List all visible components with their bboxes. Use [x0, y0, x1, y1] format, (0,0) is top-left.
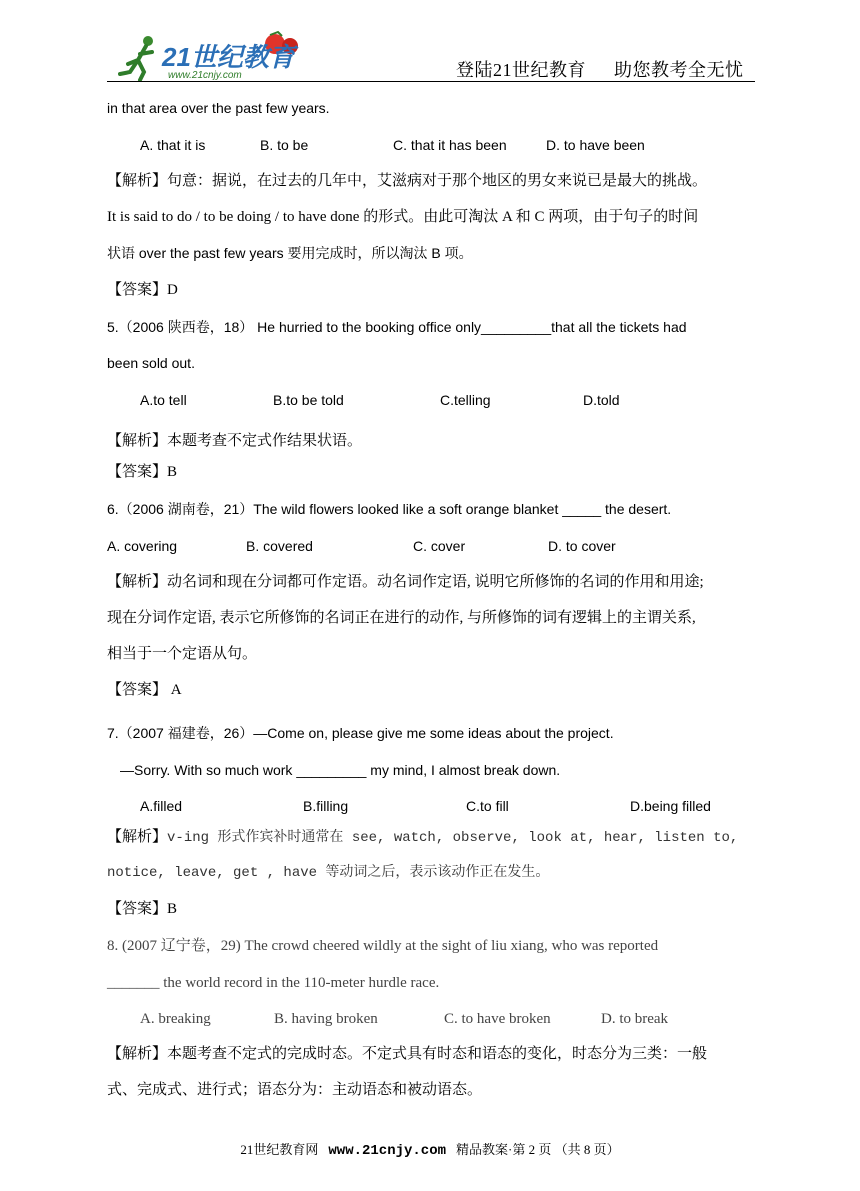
q6-analysis-line3: 相当于一个定语从句。: [107, 646, 258, 662]
q6-analysis-line1: 【解析】动名词和现在分词都可作定语。动名词作定语, 说明它所修饰的名词的作用和用途;: [107, 574, 704, 590]
q7-option-a: A.filled: [140, 798, 183, 814]
q8-analysis-line2: 式、完成式、进行式；语态分为：主动语态和被动语态。: [107, 1082, 483, 1098]
footer-site: 21世纪教育网: [240, 1142, 319, 1157]
q7-analysis-text1: v-ing 形式作宾补时通常在 see, watch, observe, look at, hear, listen to,: [167, 830, 739, 846]
site-logo: [110, 30, 310, 82]
q7-option-d: D.being filled: [630, 798, 711, 814]
q4-option-c: C. that it has been: [393, 137, 507, 153]
q7-answer: 【答案】B: [107, 901, 178, 917]
q5-option-c: C.telling: [440, 392, 491, 408]
q4-option-d: D. to have been: [546, 137, 645, 153]
footer-page-info: 精品教案·第 2 页 （共 8 页）: [456, 1142, 620, 1157]
q5-analysis: 【解析】本题考查不定式作结果状语。: [107, 433, 363, 449]
footer-url: www.21cnjy.com: [328, 1143, 447, 1159]
q6-option-b: B. covered: [246, 538, 313, 554]
q4-option-b: B. to be: [260, 137, 309, 153]
q5-answer: 【答案】B: [107, 464, 178, 480]
q7-analysis-label: 【解析】: [107, 829, 168, 845]
q7-analysis-line2: notice, leave, get , have 等动词之后，表示该动作正在发生。: [107, 865, 550, 881]
q5-stem-line1: 5.（2006 陕西卷，18） He hurried to the booking office only_________that all the tickets had: [107, 319, 687, 335]
q5-option-d: D.told: [583, 392, 620, 408]
header-title-right: 助您教考全无忧: [614, 60, 744, 80]
q5-stem-line2: been sold out.: [107, 355, 195, 371]
q7-option-c: C.to fill: [466, 798, 509, 814]
q7-stem-line2: —Sorry. With so much work _________ my mind, I almost break down.: [120, 762, 561, 778]
svg-text:www.21cnjy.com: www.21cnjy.com: [168, 70, 242, 81]
header-rule: [107, 81, 755, 82]
q8-option-d: D. to break: [601, 1011, 669, 1027]
q4-analysis-line1: 【解析】句意：据说，在过去的几年中，艾滋病对于那个地区的男女来说已是最大的挑战。: [107, 173, 708, 189]
q4-stem-cont: in that area over the past few years.: [107, 100, 330, 116]
q5-option-b: B.to be told: [273, 392, 344, 408]
header-slogan: [456, 56, 744, 82]
q6-option-d: D. to cover: [548, 538, 616, 554]
q8-option-c: C. to have broken: [444, 1011, 551, 1027]
q4-analysis-line2: It is said to do / to be doing / to have done 的形式。由此可淘汰 A 和 C 两项，由于句子的时间: [107, 209, 699, 225]
q4-option-a: A. that it is: [140, 137, 206, 153]
q7-option-b: B.filling: [303, 798, 349, 814]
q6-analysis-line2: 现在分词作定语, 表示它所修饰的名词正在进行的动作, 与所修饰的词有逻辑上的主谓关系,: [107, 610, 696, 626]
page-footer: [0, 1139, 860, 1159]
q8-option-b: B. having broken: [274, 1011, 378, 1027]
q8-option-a: A. breaking: [140, 1011, 211, 1027]
q8-stem-line1: 8. (2007 辽宁卷，29) The crowd cheered wildly at the sight of liu xiang, who was reported: [107, 938, 659, 954]
q4-analysis-line3: 状语 over the past few years 要用完成时，所以淘汰 B 项。: [107, 245, 473, 261]
q6-stem: 6.（2006 湖南卷，21）The wild flowers looked like a soft orange blanket _____ the desert.: [107, 501, 672, 517]
q8-analysis-line1: 【解析】本题考查不定式的完成时态。不定式具有时态和语态的变化，时态分为三类：一般: [107, 1046, 708, 1062]
q4-answer: 【答案】D: [107, 282, 178, 298]
q6-option-a: A. covering: [107, 538, 178, 554]
header-title-left: 登陆21世纪教育: [456, 60, 586, 80]
q6-answer: 【答案】 A: [107, 682, 182, 698]
q6-option-c: C. cover: [413, 538, 466, 554]
q8-stem-line2: _______ the world record in the 110-meter hurdle race.: [107, 975, 440, 991]
q7-analysis-line1: [107, 828, 738, 847]
q7-stem-line1: 7.（2007 福建卷，26）—Come on, please give me some ideas about the project.: [107, 725, 614, 741]
svg-text:21世纪教育: 21世纪教育: [162, 42, 295, 72]
q5-option-a: A.to tell: [140, 392, 187, 408]
